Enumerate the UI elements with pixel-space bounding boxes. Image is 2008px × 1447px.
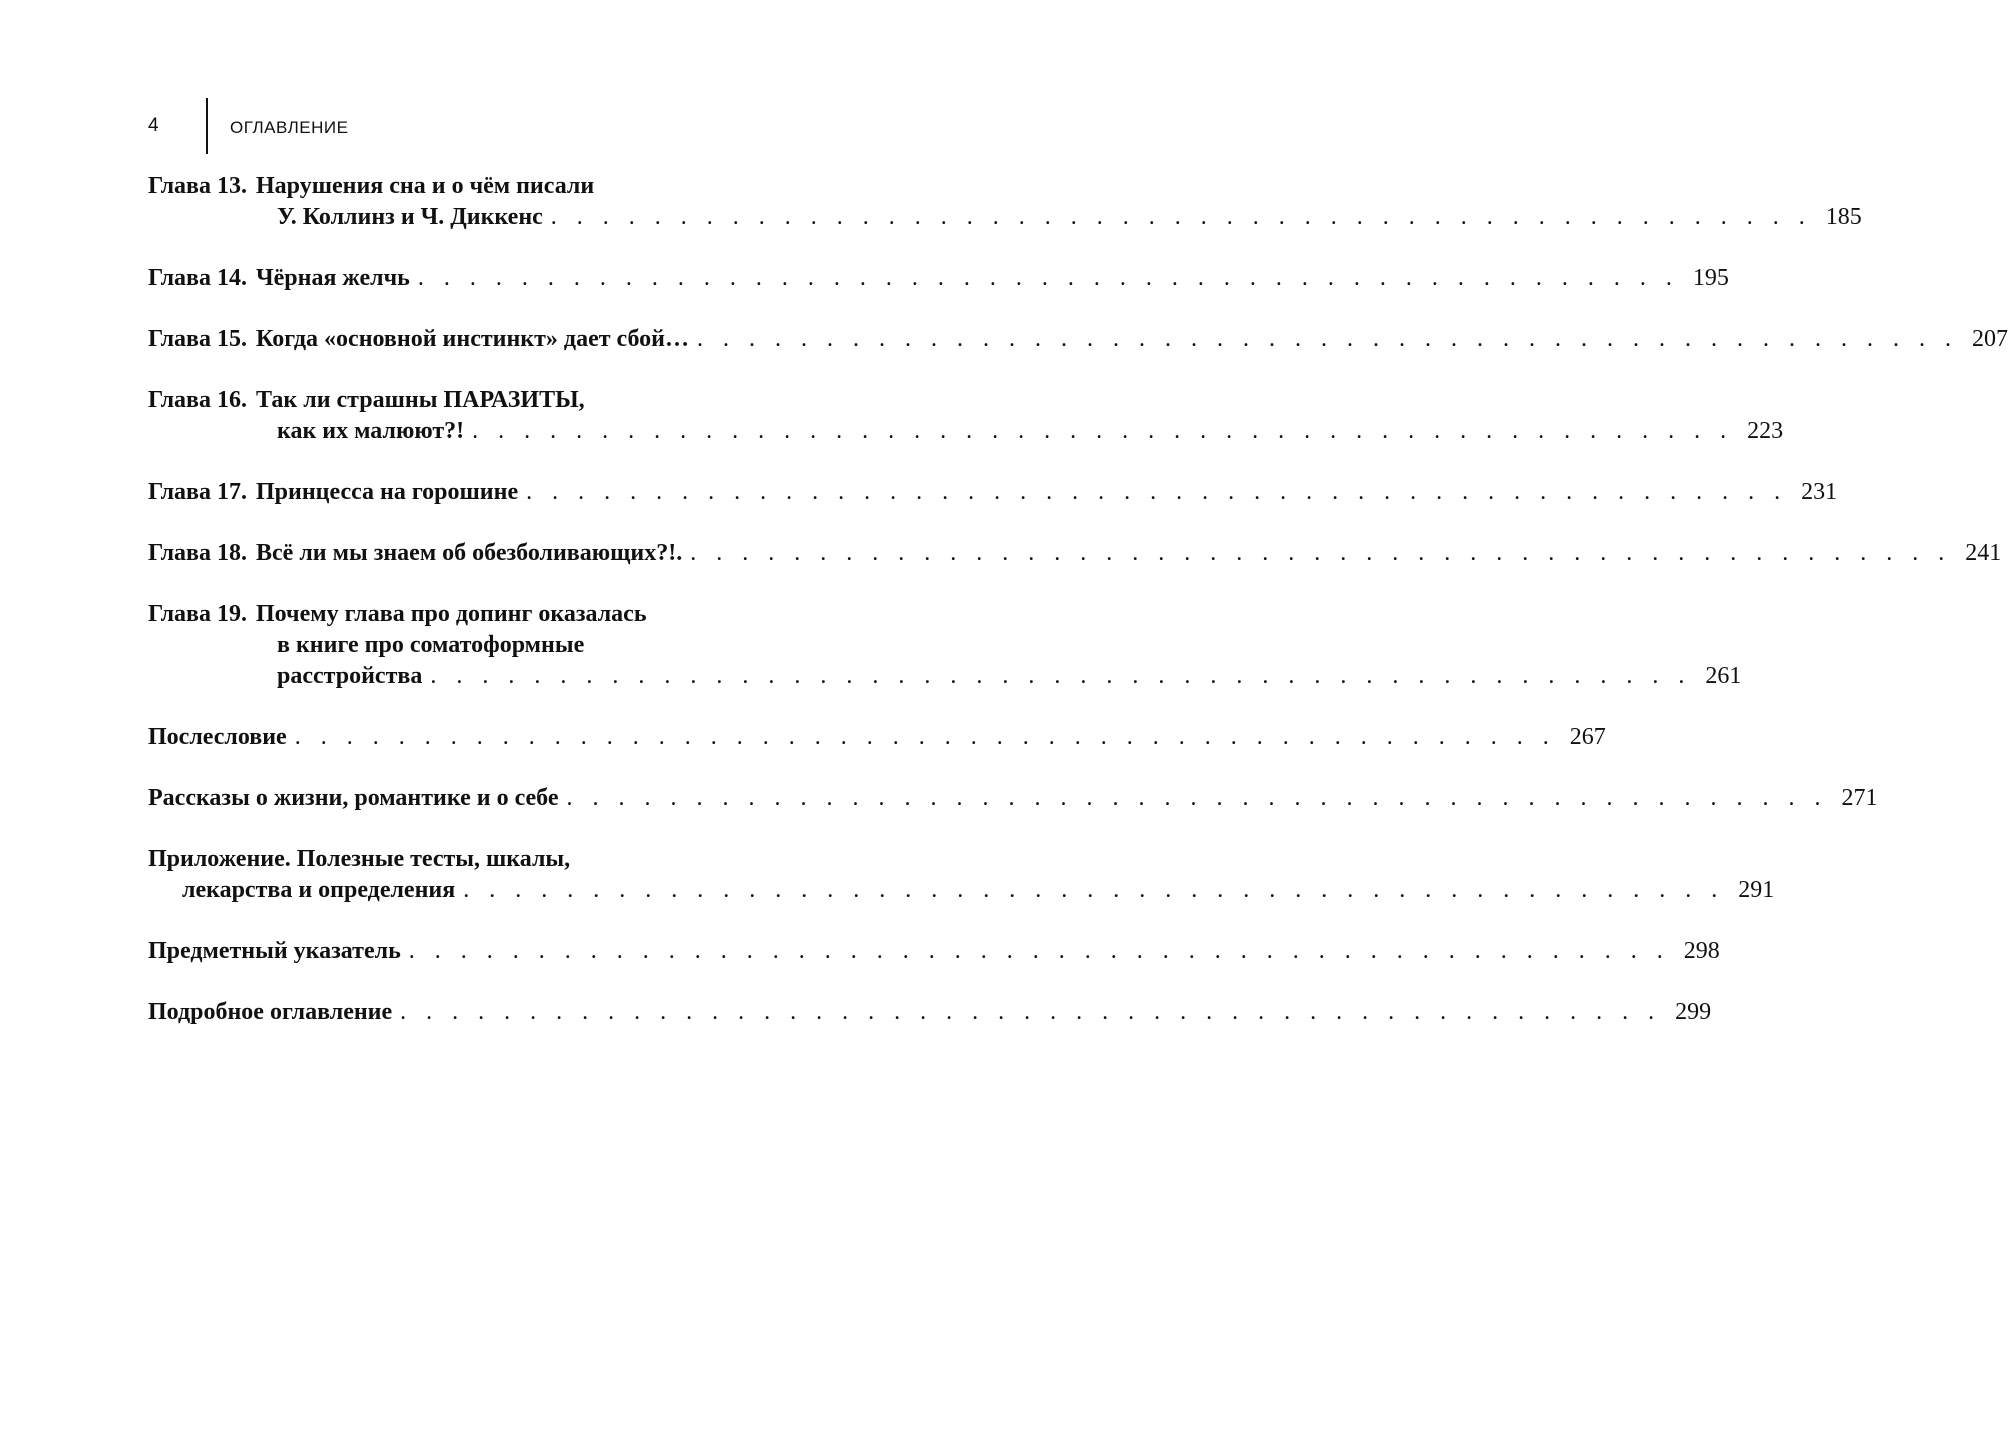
toc-line	[148, 599, 890, 630]
toc-line	[148, 875, 1775, 906]
chapter-title-continued: расстройства	[277, 663, 423, 689]
toc-entry-chapter-15[interactable]	[148, 324, 2008, 355]
page-ref: 261	[1705, 663, 1742, 689]
dot-leader: . . . . . . . . . . . . . . . . . . . . . . . . . . . . . . . . . . . . . . . . . . . . . . . . .	[526, 479, 1788, 505]
toc-line	[148, 324, 2008, 355]
page-ref: 231	[1801, 479, 1838, 505]
dot-leader: . . . . . . . . . . . . . . . . . . . . . . . . . . . . . . . . . . . . . . . . . . . . . . . . .	[690, 540, 1952, 566]
page-ref: 291	[1738, 877, 1775, 903]
toc-entry-chapter-14[interactable]	[148, 263, 1729, 294]
toc-line	[148, 171, 890, 202]
toc-line	[148, 416, 1784, 447]
section-title-text: Приложение. Полезные тесты, шкалы,	[148, 846, 571, 872]
toc-line	[148, 477, 1838, 508]
dot-leader: . . . . . . . . . . . . . . . . . . . . . . . . . . . . . . . . . . . . . . . . . . . . . . . . .	[550, 204, 1812, 230]
dot-leader: . . . . . . . . . . . . . . . . . . . . . . . . . . . . . . . . . . . . . . . . . . . . . . . . .	[408, 938, 1670, 964]
dot-leader: . . . . . . . . . . . . . . . . . . . . . . . . . . . . . . . . . . . . . . . . . . . . . . . . .	[472, 418, 1734, 444]
toc-line	[148, 936, 1720, 967]
section-title: ОГЛАВЛЕНИЕ	[230, 118, 349, 137]
page-ref: 298	[1683, 938, 1720, 964]
toc-line	[148, 538, 2002, 569]
chapter-label: Глава 18.	[148, 540, 247, 566]
dot-leader: . . . . . . . . . . . . . . . . . . . . . . . . . . . . . . . . . . . . . . . . . . . . . . . . .	[463, 877, 1725, 903]
table-of-contents	[148, 171, 2008, 1058]
chapter-title: Нарушения сна и о чём писали	[256, 173, 595, 199]
chapter-label: Глава 17.	[148, 479, 247, 505]
toc-entry-chapter-19[interactable]	[148, 599, 1742, 692]
chapter-label: Глава 19.	[148, 601, 247, 627]
page-ref: 271	[1841, 785, 1878, 811]
chapter-label: Глава 15.	[148, 326, 247, 352]
dot-leader: . . . . . . . . . . . . . . . . . . . . . . . . . . . . . . . . . . . . . . . . . . . . . . . . .	[294, 724, 1556, 750]
toc-entry-detailed-contents[interactable]	[148, 997, 1712, 1028]
section-title-text: Предметный указатель	[148, 938, 401, 964]
page-ref: 195	[1692, 265, 1729, 291]
page-ref: 185	[1825, 204, 1862, 230]
chapter-title-continued: как их малюют?!	[277, 418, 465, 444]
toc-line	[148, 202, 1862, 233]
chapter-title: Чёрная желчь	[256, 265, 410, 291]
toc-entry-subject-index[interactable]	[148, 936, 1720, 967]
toc-entry-appendix[interactable]	[148, 844, 1775, 906]
toc-entry-afterword[interactable]	[148, 722, 1606, 753]
page-ref: 207	[1971, 326, 2008, 352]
toc-line	[148, 385, 890, 416]
section-title-continued: лекарства и определения	[182, 877, 456, 903]
chapter-title: Всё ли мы знаем об обезболивающих?!.	[256, 540, 683, 566]
page-ref: 299	[1675, 999, 1712, 1025]
section-title-text: Рассказы о жизни, романтике и о себе	[148, 785, 559, 811]
dot-leader: . . . . . . . . . . . . . . . . . . . . . . . . . . . . . . . . . . . . . . . . . . . . . . . . .	[417, 265, 1679, 291]
toc-line	[148, 661, 1742, 692]
section-title-text: Послесловие	[148, 724, 287, 750]
toc-line	[148, 844, 890, 875]
toc-entry-chapter-13[interactable]	[148, 171, 1862, 233]
page-ref: 223	[1747, 418, 1784, 444]
toc-entry-chapter-18[interactable]	[148, 538, 2002, 569]
chapter-title-continued: У. Коллинз и Ч. Диккенс	[277, 204, 543, 230]
toc-entry-stories[interactable]	[148, 783, 1878, 814]
dot-leader: . . . . . . . . . . . . . . . . . . . . . . . . . . . . . . . . . . . . . . . . . . . . . . . . .	[696, 326, 1958, 352]
chapter-label: Глава 13.	[148, 173, 247, 199]
toc-line	[148, 997, 1712, 1028]
header-divider	[206, 98, 208, 154]
chapter-title: Так ли страшны ПАРАЗИТЫ,	[256, 387, 585, 413]
chapter-title: Когда «основной инстинкт» дает сбой…	[256, 326, 689, 352]
toc-line	[148, 783, 1878, 814]
chapter-label: Глава 16.	[148, 387, 247, 413]
dot-leader: . . . . . . . . . . . . . . . . . . . . . . . . . . . . . . . . . . . . . . . . . . . . . . . . .	[566, 785, 1828, 811]
dot-leader: . . . . . . . . . . . . . . . . . . . . . . . . . . . . . . . . . . . . . . . . . . . . . . . . .	[400, 999, 1662, 1025]
dot-leader: . . . . . . . . . . . . . . . . . . . . . . . . . . . . . . . . . . . . . . . . . . . . . . . . .	[430, 663, 1692, 689]
toc-entry-chapter-16[interactable]	[148, 385, 1784, 447]
toc-line	[148, 722, 1606, 753]
chapter-label: Глава 14.	[148, 265, 247, 291]
chapter-title: Принцесса на горошине	[256, 479, 519, 505]
page-ref: 267	[1569, 724, 1606, 750]
chapter-title-continued: в книге про соматоформные	[277, 632, 585, 658]
toc-line	[148, 263, 1729, 294]
toc-line	[148, 630, 890, 661]
page-number: 4	[148, 115, 159, 136]
section-title-text: Подробное оглавление	[148, 999, 393, 1025]
page-ref: 241	[1965, 540, 2002, 566]
toc-entry-chapter-17[interactable]	[148, 477, 1838, 508]
chapter-title: Почему глава про допинг оказалась	[256, 601, 647, 627]
